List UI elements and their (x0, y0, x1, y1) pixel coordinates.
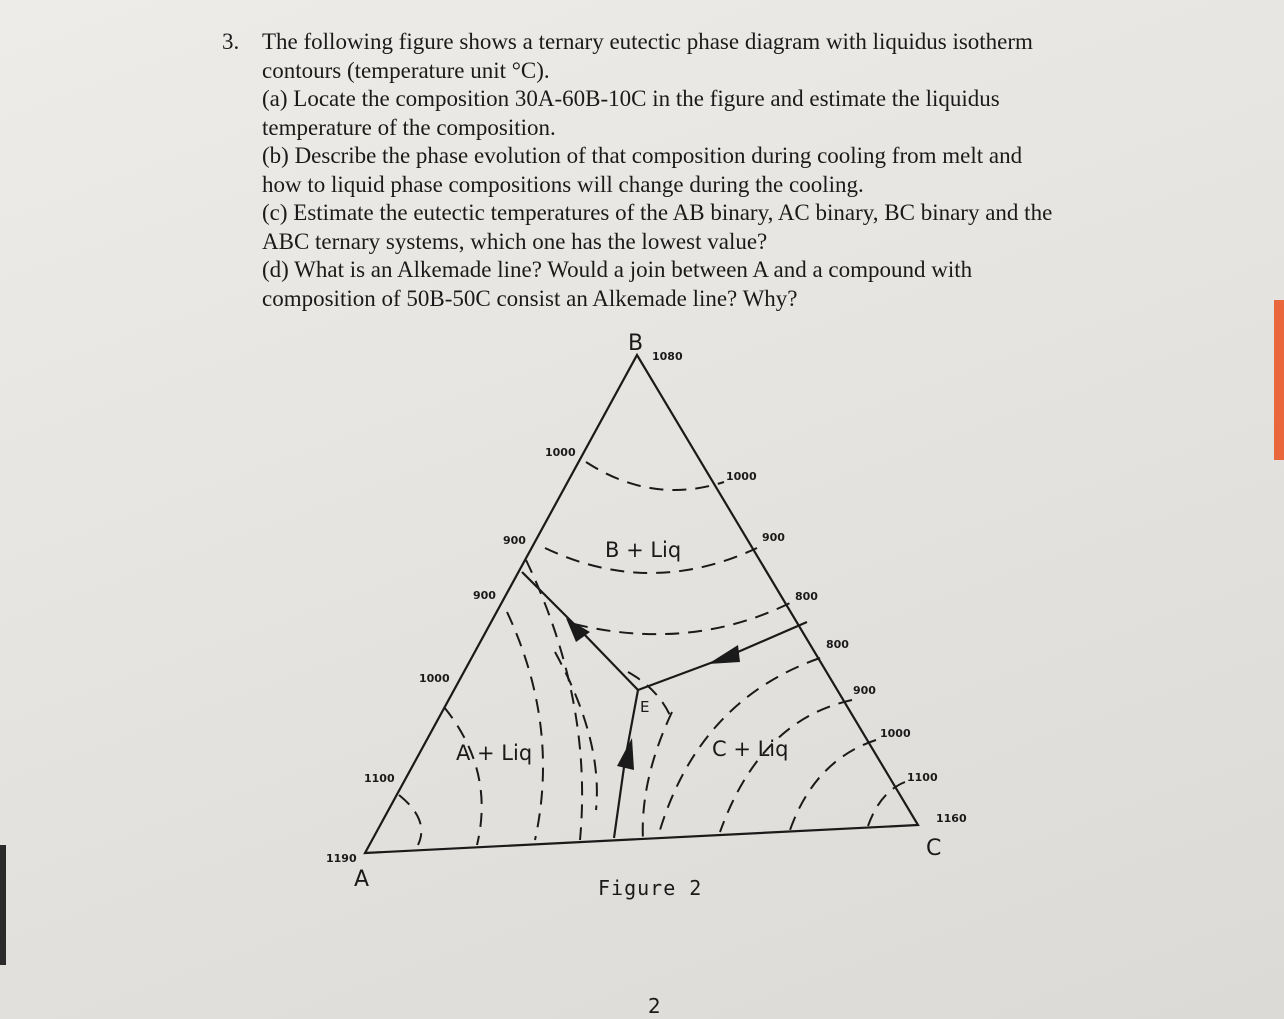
vertex-label-b: B (628, 331, 644, 356)
arrow-bc-icon (708, 645, 740, 664)
vertex-temp-b: 1080 (652, 350, 683, 363)
field-label-c-liq: C + Liq (712, 737, 789, 761)
right-edge-isotherm-3: 800 (795, 590, 818, 603)
field-label-b-liq: B + Liq (605, 538, 682, 562)
eutectic-point-label: E (640, 698, 650, 716)
right-edge-isotherm-4: 800 (826, 638, 849, 651)
left-edge-isotherm-3: 900 (473, 589, 496, 602)
right-edge-isotherm-7: 1100 (907, 771, 938, 784)
field-label-a-liq: A + Liq (456, 741, 533, 765)
question-part-a: (a) Locate the composition 30A-60B-10C in the figure and estimate the liquidus temperature of the composition. (262, 86, 1000, 140)
isotherm-c-1100 (868, 782, 905, 826)
left-edge-isotherm-5: 1100 (364, 772, 395, 785)
right-edge-isotherm-2: 900 (762, 531, 785, 544)
isotherm-a-900a (507, 612, 543, 840)
question-part-b: (b) Describe the phase evolution of that composition during cooling from melt and how to liquid phase compositions will change during the cooling. (262, 143, 1023, 197)
page-number: 2 (648, 994, 661, 1018)
isotherm-c-850 (643, 712, 672, 840)
vertex-temp-c: 1160 (936, 812, 967, 825)
arrow-ac-icon (617, 738, 634, 770)
isotherm-a-1100 (399, 795, 421, 845)
left-edge-isotherm-2: 900 (503, 534, 526, 547)
isotherm-c-1000 (790, 740, 876, 830)
question-part-d: (d) What is an Alkemade line? Would a join between A and a compound with composition of 50B-50C consist an Alkemade line? Why? (262, 257, 973, 311)
vertex-label-a: A (354, 867, 370, 892)
right-edge-isotherm-6: 1000 (880, 727, 911, 740)
left-edge-isotherm-1: 1000 (545, 446, 576, 459)
triangle-outline (365, 355, 918, 853)
question-intro: The following figure shows a ternary eutectic phase diagram with liquidus isotherm contours (temperature unit °C). (262, 29, 1033, 83)
isotherm-c-900 (720, 700, 852, 832)
right-edge-isotherm-1: 1000 (726, 470, 757, 483)
question-part-c: (c) Estimate the eutectic temperatures of the AB binary, AC binary, BC binary and the ABC ternary systems, which one has the lowest value? (262, 200, 1053, 254)
vertex-label-c: C (926, 836, 942, 861)
figure-caption: Figure 2 (598, 876, 703, 900)
isotherm-b-800 (574, 603, 790, 634)
arrow-ab-icon (566, 618, 590, 642)
isotherm-a-1000 (444, 707, 482, 845)
left-edge-isotherm-4: 1000 (419, 672, 450, 685)
isotherm-a-850 (555, 652, 597, 810)
vertex-temp-a: 1190 (326, 852, 357, 865)
isotherm-a-900b (526, 560, 582, 840)
right-edge-isotherm-5: 900 (853, 684, 876, 697)
question-number: 3. (222, 29, 240, 54)
